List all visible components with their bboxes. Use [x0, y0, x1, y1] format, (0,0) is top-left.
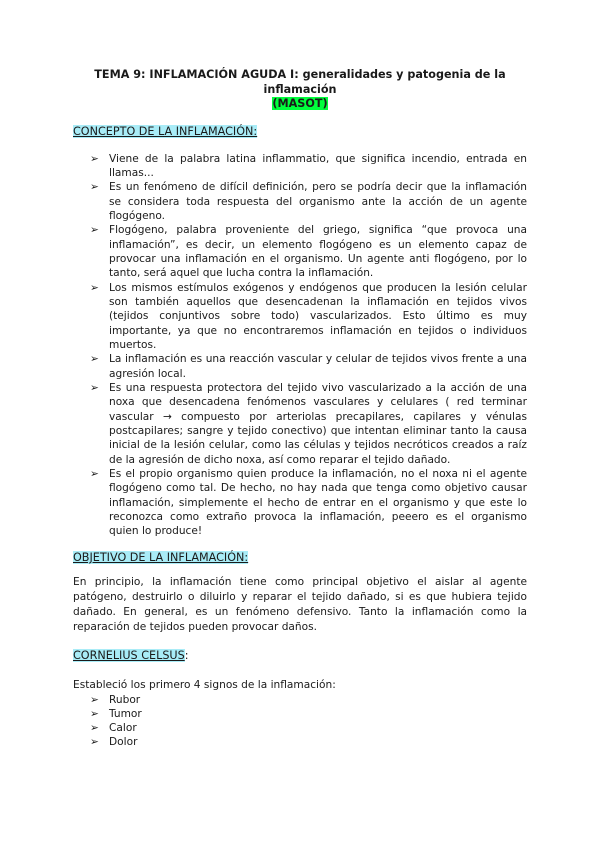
list-item: ➢ Rubor [90, 693, 141, 706]
list-item: ➢ Tumor [90, 707, 142, 720]
list-item: ➢ Es el propio organismo quien produce la inflamación, no el noxa ni el agente flogógeno como tal. De hecho, no hay nada que tenga como objetivo causar inflamación, simplemente el hecho de entrar en el organismo y que este lo reconozca como extraño provoca la inflamación, peeero es el organismo quien lo produce! [90, 468, 527, 538]
list-item: ➢ Flogógeno, palabra proveniente del griego, significa “que provoca una inflamación”, es decir, un elemento flogógeno es un elemento capaz de provocar una inflamación en el organismo. Un agente anti flogógeno, por lo tanto, será aquel que lucha contra la inflamación. [90, 224, 527, 280]
list-item: ➢ Viene de la palabra latina inflammatio, que significa incendio, entrada en llamas... [90, 152, 527, 179]
list-item: ➢ Es un fenómeno de difícil definición, pero se podría decir que la inflamación se considera toda respuesta del organismo ante la acción de un agente flogógeno. [90, 181, 527, 222]
list-item: ➢ Dolor [90, 736, 138, 749]
arrow-bullet-icon: ➢ [90, 707, 99, 720]
arrow-bullet-icon: ➢ [90, 468, 99, 481]
document-title [73, 68, 527, 112]
list-item: ➢ Los mismos estímulos exógenos y endógenos que producen la lesión celular son también aquellos que desencadenan la inflamación en tejidos vivos (tejidos conjuntivos sobre todo) vascularizados. Esto último es muy importante, ya que no encontraremos inflamación en tejidos o individuos muertos. [90, 281, 527, 351]
title-tag: (MASOT) [272, 97, 328, 110]
arrow-bullet-icon: ➢ [90, 152, 99, 165]
concepto-bullet-list [73, 152, 527, 539]
objetivo-paragraph: En principio, la inflamación tiene como principal objetivo el aislar al agente patógeno, destruirlo o diluirlo y reparar el tejido dañado, si es que hubiera tejido dañado. En general, es un fenómeno defensivo. Tanto la inflamación como la reparación de tejidos pueden provocar daños. [73, 575, 527, 633]
arrow-bullet-icon: ➢ [90, 224, 99, 237]
title-text: TEMA 9: INFLAMACIÓN AGUDA I: generalidades y patogenia de la inflamación [94, 68, 506, 96]
section-heading-objetivo: OBJETIVO DE LA INFLAMACIÓN: [73, 550, 249, 564]
list-item: ➢ La inflamación es una reacción vascular y celular de tejidos vivos frente a una agresión local. [90, 353, 527, 380]
arrow-bullet-icon: ➢ [90, 693, 99, 706]
list-item: ➢ Es una respuesta protectora del tejido vivo vascularizado a la acción de una noxa que desencadena fenómenos vasculares y celulares ( red terminar vascular → compuesto por arteriolas precapilares, capilares y vénulas postcapilares; sangre y tejido conectivo) que intentan eliminar tanto la causa inicial de la lesión celular, como las células y tejidos necróticos creados a raíz de la agresión de dicho noxa, así como reparar el tejido dañado. [90, 382, 527, 466]
arrow-bullet-icon: ➢ [90, 281, 99, 294]
arrow-bullet-icon: ➢ [90, 722, 99, 735]
arrow-bullet-icon: ➢ [90, 382, 99, 394]
signs-list [73, 693, 527, 750]
list-item: ➢ Calor [90, 722, 137, 735]
arrow-bullet-icon: ➢ [90, 353, 99, 366]
arrow-bullet-icon: ➢ [90, 736, 99, 749]
celsus-intro: Estableció los primero 4 signos de la inflamación: [73, 678, 336, 691]
section-heading-concepto: CONCEPTO DE LA INFLAMACIÓN: [73, 124, 258, 138]
section-heading-celsus: CORNELIUS CELSUS: [73, 648, 189, 662]
arrow-bullet-icon: ➢ [90, 181, 99, 194]
